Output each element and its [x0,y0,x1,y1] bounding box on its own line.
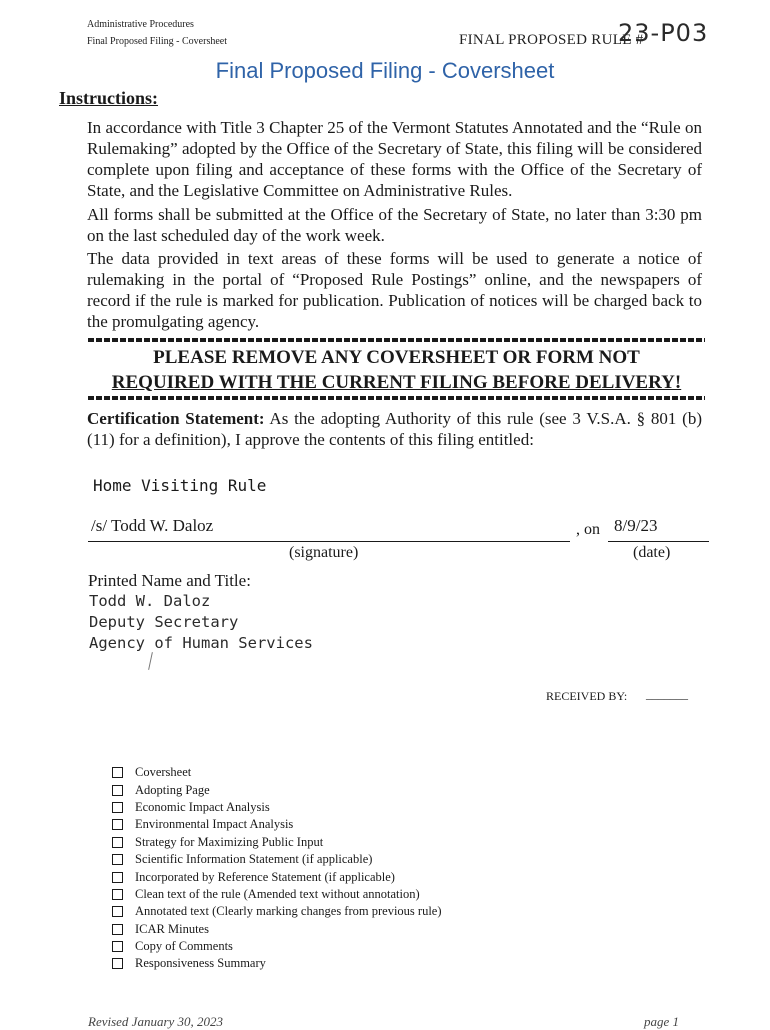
checklist-item [112,799,442,816]
checklist-item [112,886,442,903]
date-on-label: , on [576,521,600,538]
handwritten-rule-number: 23-P03 [618,19,709,47]
checkbox[interactable] [112,958,123,969]
received-by-label: RECEIVED BY: [546,689,628,703]
instructions-paragraph-2: All forms shall be submitted at the Office of the Secretary of State, no later than 3:30 pm on the last scheduled day of the work week. [87,205,702,245]
header-filing-label: Final Proposed Filing - Coversheet [87,36,227,47]
checklist-label: Environmental Impact Analysis [135,817,294,832]
revised-date: Revised January 30, 2023 [88,1014,224,1029]
checkbox[interactable] [112,837,123,848]
instructions-paragraph-1: In accordance with Title 3 Chapter 25 of the Vermont Statutes Annotated and the “Rule on Rulemaking” adopted by the Office of the Secretary of State, this filing will be considered complete upon filing and acceptance of these forms with the Office of the Secretary of State, and the Legislative Committee on Administrative Rules. [87,118,702,200]
header-procedures-label: Administrative Procedures [87,19,194,30]
notice-line-2: REQUIRED WITH THE CURRENT FILING BEFORE DELIVERY! [111,372,682,393]
checklist-item [112,781,442,798]
checklist-label: Incorporated by Reference Statement (if applicable) [135,869,395,884]
printed-name: Todd W. Daloz [89,592,211,610]
notice-bottom-divider [88,396,705,400]
checklist-label: Coversheet [135,765,192,780]
checklist-label: Scientific Information Statement (if applicable) [135,852,373,867]
checkbox[interactable] [112,785,123,796]
checklist-label: Clean text of the rule (Amended text without annotation) [135,886,420,901]
checklist-item [112,834,442,851]
signature-value: /s/ Todd W. Daloz [91,516,214,535]
printed-agency: Agency of Human Services [89,634,313,652]
signature-caption: (signature) [289,544,359,561]
page-number: page 1 [644,1014,680,1029]
notice-line-1: PLEASE REMOVE ANY COVERSHEET OR FORM NOT [153,347,640,368]
checkbox[interactable] [112,802,123,813]
checklist-item [112,921,442,938]
instructions-heading: Instructions: [59,88,159,108]
checklist-label: Responsiveness Summary [135,956,266,971]
checklist-label: Economic Impact Analysis [135,799,270,814]
checklist-item [112,851,442,868]
checkbox[interactable] [112,854,123,865]
checkbox[interactable] [112,767,123,778]
checklist-item [112,903,442,920]
checklist-item [112,938,442,955]
checklist-label: Copy of Comments [135,939,233,954]
checklist-item [112,955,442,972]
instructions-paragraph-3: The data provided in text areas of these forms will be used to generate a notice of rulemaking in the portal of “Proposed Rule Postings” online, and the newspapers of record if the rule is marked for publication. Publication of notices will be charged back to the promulgating agency. [87,249,702,331]
signature-line [88,541,570,542]
form-checklist [112,764,442,973]
checklist-label: Adopting Page [135,782,210,797]
date-caption: (date) [633,544,671,561]
stray-mark [148,652,153,670]
checkbox[interactable] [112,924,123,935]
date-value: 8/9/23 [614,516,658,535]
checkbox[interactable] [112,941,123,952]
printed-title: Deputy Secretary [89,613,239,631]
received-by-blank: _______ [646,687,688,701]
checkbox[interactable] [112,872,123,883]
printed-name-label: Printed Name and Title: [88,571,251,590]
final-proposed-rule-label: FINAL PROPOSED RULE # [459,32,644,48]
checklist-label: Annotated text (Clearly marking changes from previous rule) [135,904,442,919]
checklist-item [112,868,442,885]
checklist-item [112,816,442,833]
date-line [608,541,709,542]
certification-label: Certification Statement: [87,409,265,428]
checklist-item [112,764,442,781]
rule-title: Home Visiting Rule [93,476,267,495]
page-title: Final Proposed Filing - Coversheet [215,58,555,83]
checkbox[interactable] [112,906,123,917]
certification-text: As the adopting Authority of this rule (see 3 V.S.A. § 801 (b) (11) for a definition), I approve the contents of this filing entitled: [87,409,702,449]
checklist-label: Strategy for Maximizing Public Input [135,834,324,849]
certification-statement [87,408,702,450]
notice-top-divider [88,338,705,342]
checkbox[interactable] [112,889,123,900]
checkbox[interactable] [112,819,123,830]
checklist-label: ICAR Minutes [135,921,209,936]
